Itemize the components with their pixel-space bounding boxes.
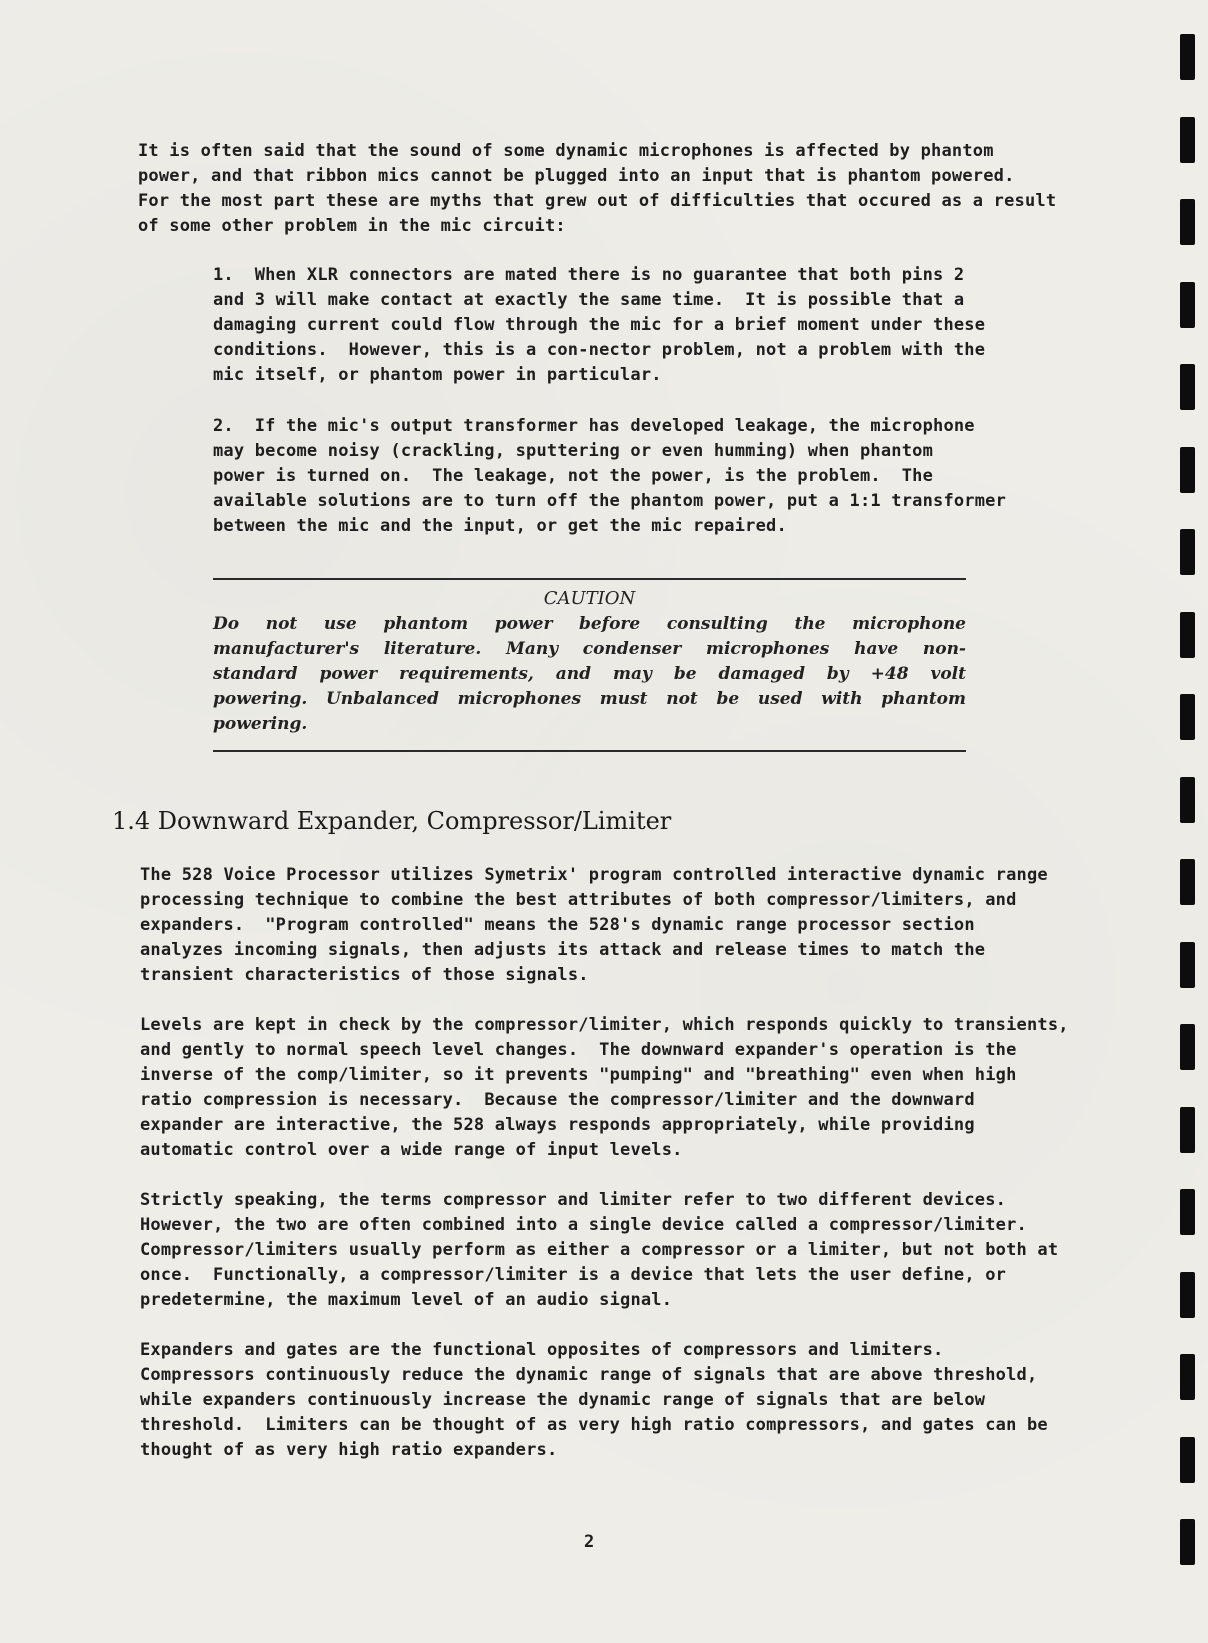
text-line: manufacturer's literature. Many condenser microphones have non- [213,639,966,659]
binding-hole [1180,612,1195,658]
binding-hole [1180,777,1195,823]
text-line: The 528 Voice Processor utilizes Symetrix' program controlled interactive dynamic range [140,865,1048,885]
text-line: while expanders continuously increase the dynamic range of signals that are below [140,1390,986,1410]
binding-hole [1180,1354,1195,1400]
text-line: For the most part these are myths that grew out of difficulties that occured as a result [138,191,1057,211]
text-line: standard power requirements, and may be damaged by +48 volt [213,664,966,684]
binding-hole [1180,364,1195,410]
binding-hole [1180,942,1195,988]
list-item-1 [213,263,985,388]
binding-hole [1180,1189,1195,1235]
list-item-2 [213,414,1006,539]
intro-paragraph [138,139,1056,239]
text-line: expanders. "Program controlled" means the 528's dynamic range processor section [140,915,975,935]
text-line: threshold. Limiters can be thought of as very high ratio compressors, and gates can be [140,1415,1048,1435]
caution-text [213,612,966,737]
binding-hole [1180,1437,1195,1483]
caution-top-rule [213,578,966,580]
text-line: mic itself, or phantom power in particular. [213,365,662,385]
caution-title: CAUTION [543,588,636,609]
binding-hole [1180,282,1195,328]
binding-hole [1180,34,1195,80]
page-number: 2 [584,1532,595,1552]
binding-hole [1180,694,1195,740]
text-line: may become noisy (crackling, sputtering or even humming) when phantom [213,441,934,461]
binding-hole [1180,447,1195,493]
text-line: analyzes incoming signals, then adjusts its attack and release times to match the [140,940,986,960]
text-line: inverse of the comp/limiter, so it prevents "pumping" and "breathing" even when high [140,1065,1017,1085]
text-line: available solutions are to turn off the phantom power, put a 1:1 transformer [213,491,1007,511]
text-line: Compressor/limiters usually perform as either a compressor or a limiter, but not both at [140,1240,1059,1260]
text-line: However, the two are often combined into a single device called a compressor/limiter. [140,1215,1027,1235]
text-line: 1. When XLR connectors are mated there is no guarantee that both pins 2 [213,265,965,285]
binding-hole [1180,1519,1195,1565]
text-line: of some other problem in the mic circuit: [138,216,566,236]
text-line: It is often said that the sound of some dynamic microphones is affected by phantom [138,141,994,161]
text-line: damaging current could flow through the mic for a brief moment under these [213,315,986,335]
section-heading: 1.4 Downward Expander, Compressor/Limiter [112,807,672,835]
body-paragraph [140,1338,1048,1463]
body-paragraph [140,1188,1058,1313]
binding-hole [1180,1272,1195,1318]
text-line: between the mic and the input, or get the mic repaired. [213,516,787,536]
caution-bottom-rule [213,750,966,752]
text-line: powering. [213,714,308,734]
text-line: and gently to normal speech level changes. The downward expander's operation is the [140,1040,1017,1060]
text-line: Compressors continuously reduce the dynamic range of signals that are above threshold, [140,1365,1038,1385]
binding-hole [1180,1024,1195,1070]
text-line: powering. Unbalanced microphones must not be used with phantom [213,689,966,709]
text-line: power, and that ribbon mics cannot be plugged into an input that is phantom powered. [138,166,1015,186]
text-line: 2. If the mic's output transformer has developed leakage, the microphone [213,416,975,436]
text-line: expander are interactive, the 528 always responds appropriately, while providing [140,1115,975,1135]
binding-hole [1180,117,1195,163]
text-line: once. Functionally, a compressor/limiter is a device that lets the user define, or [140,1265,1007,1285]
text-line: Levels are kept in check by the compressor/limiter, which responds quickly to transients, [140,1015,1069,1035]
text-line: power is turned on. The leakage, not the power, is the problem. The [213,466,934,486]
text-line: automatic control over a wide range of input levels. [140,1140,683,1160]
binding-hole [1180,859,1195,905]
text-line: predetermine, the maximum level of an audio signal. [140,1290,673,1310]
binding-hole [1180,529,1195,575]
text-line: Do not use phantom power before consulting the microphone [213,614,966,634]
body-paragraph [140,1013,1069,1163]
text-line: Expanders and gates are the functional opposites of compressors and limiters. [140,1340,944,1360]
binding-hole [1180,1107,1195,1153]
binding-hole [1180,199,1195,245]
text-line: transient characteristics of those signals. [140,965,589,985]
text-line: and 3 will make contact at exactly the same time. It is possible that a [213,290,965,310]
text-line: conditions. However, this is a con-nector problem, not a problem with the [213,340,986,360]
text-line: ratio compression is necessary. Because the compressor/limiter and the downward [140,1090,975,1110]
text-line: processing technique to combine the best attributes of both compressor/limiters, and [140,890,1017,910]
body-paragraph [140,863,1048,988]
text-line: thought of as very high ratio expanders. [140,1440,558,1460]
text-line: Strictly speaking, the terms compressor and limiter refer to two different devices. [140,1190,1007,1210]
